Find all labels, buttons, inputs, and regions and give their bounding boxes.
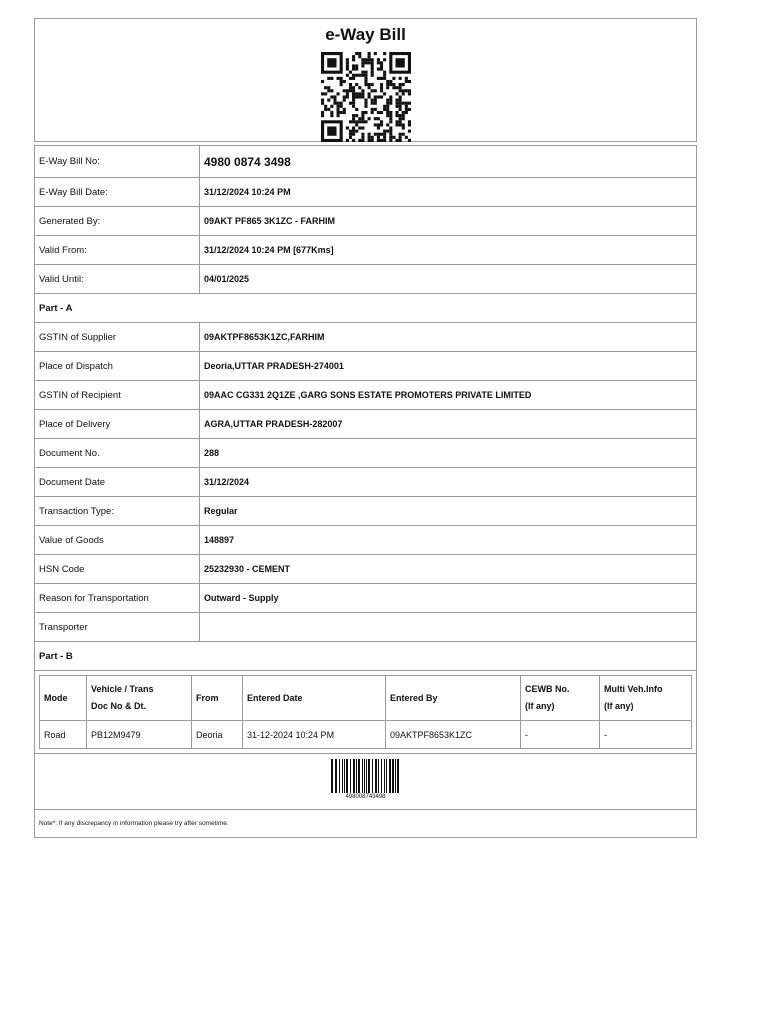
col-mode: Mode [40, 676, 87, 721]
barcode-number: 498008743498 [345, 794, 386, 800]
row-transporter [34, 613, 697, 642]
row-label: Place of Delivery [35, 410, 200, 438]
table-header-row [40, 676, 692, 721]
row-generated-by [34, 207, 697, 236]
row-eway-bill-date [34, 178, 697, 207]
row-gstin-supplier [34, 323, 697, 352]
row-value: Deoria,UTTAR PRADESH-274001 [204, 361, 344, 371]
row-label: Document No. [35, 439, 200, 467]
row-value: Regular [204, 506, 238, 516]
row-label: Document Date [35, 468, 200, 496]
row-gstin-recipient [34, 381, 697, 410]
row-valid-until [34, 265, 697, 294]
cell-vehicle: PB12M9479 [87, 721, 192, 749]
row-value: 09AAC CG331 2Q1ZE ,GARG SONS ESTATE PROMOTERS PRIVATE LIMITED [204, 390, 532, 400]
col-entered-by: Entered By [386, 676, 521, 721]
row-value: 04/01/2025 [204, 274, 250, 284]
row-label: Valid Until: [35, 265, 200, 293]
row-value: 09AKTPF8653K1ZC,FARHIM [204, 332, 325, 342]
page-title: e-Way Bill [325, 25, 406, 44]
row-hsn-code [34, 555, 697, 584]
cell-cewb: - [521, 721, 600, 749]
eway-bill-number: 4980 0874 3498 [204, 154, 291, 169]
part-a-heading [34, 294, 697, 323]
row-label: HSN Code [35, 555, 200, 583]
row-value: 288 [204, 448, 220, 458]
cell-from: Deoria [192, 721, 243, 749]
row-label: E-Way Bill Date: [35, 178, 200, 206]
col-multi-veh: Multi Veh.Info (If any) [600, 676, 692, 721]
barcode-section [34, 754, 697, 810]
bill-summary [34, 145, 697, 671]
row-label: Transaction Type: [35, 497, 200, 525]
row-valid-from [34, 236, 697, 265]
row-label: Reason for Transportation [35, 584, 200, 612]
col-entered-date: Entered Date [243, 676, 386, 721]
row-label: Transporter [35, 613, 200, 641]
cell-entered-date: 31-12-2024 10:24 PM [243, 721, 386, 749]
barcode-icon [331, 759, 401, 793]
part-b-table-wrap [34, 671, 697, 754]
row-label: Generated By: [35, 207, 200, 235]
cell-mode: Road [40, 721, 87, 749]
eway-bill-document [34, 18, 697, 838]
row-value: 31/12/2024 10:24 PM [677Kms] [204, 245, 334, 255]
cell-entered-by: 09AKTPF8653K1ZC [386, 721, 521, 749]
row-value: AGRA,UTTAR PRADESH-282007 [204, 419, 343, 429]
col-cewb: CEWB No. (If any) [521, 676, 600, 721]
vehicle-table [39, 675, 692, 749]
row-label: Place of Dispatch [35, 352, 200, 380]
row-document-no [34, 439, 697, 468]
row-label: GSTIN of Supplier [35, 323, 200, 351]
row-value: 09AKT PF865 3K1ZC - FARHIM [204, 216, 336, 226]
col-vehicle: Vehicle / Trans Doc No & Dt. [87, 676, 192, 721]
row-label: Value of Goods [35, 526, 200, 554]
bill-header [34, 18, 697, 142]
row-document-date [34, 468, 697, 497]
part-b-heading [34, 642, 697, 671]
table-row [40, 721, 692, 749]
row-label: E-Way Bill No: [35, 146, 200, 177]
row-label: Valid From: [35, 236, 200, 264]
row-place-of-dispatch [34, 352, 697, 381]
col-from: From [192, 676, 243, 721]
row-value: Outward - Supply [204, 593, 279, 603]
row-transaction-type [34, 497, 697, 526]
qr-code-icon [321, 52, 411, 142]
cell-multi-veh: - [600, 721, 692, 749]
row-value-of-goods [34, 526, 697, 555]
row-label: GSTIN of Recipient [35, 381, 200, 409]
footer-note: Note*: If any discrepancy in information please try after sometime. [34, 810, 697, 838]
row-value: 25232930 - CEMENT [204, 564, 291, 574]
row-place-of-delivery [34, 410, 697, 439]
row-value: 31/12/2024 [204, 477, 250, 487]
section-heading: Part - A [39, 302, 73, 314]
row-value: 148897 [204, 535, 235, 545]
row-value: 31/12/2024 10:24 PM [204, 187, 291, 197]
section-heading: Part - B [39, 650, 73, 662]
row-eway-bill-no [34, 145, 697, 178]
row-reason-transport [34, 584, 697, 613]
